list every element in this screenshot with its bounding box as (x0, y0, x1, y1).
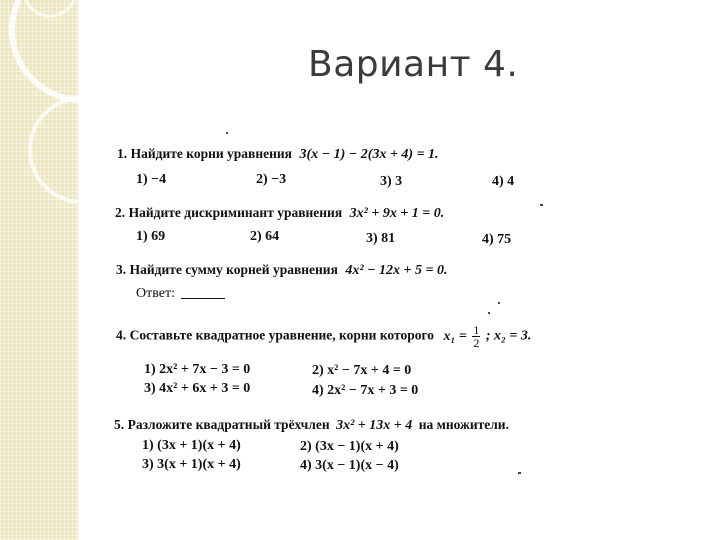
question-4 (116, 324, 531, 349)
question-number: 4. (116, 327, 127, 343)
option: 3) 3(x + 1)(x + 4) (142, 457, 241, 472)
question-equation: 3(x − 1) − 2(3x + 4) = 1. (299, 147, 439, 162)
root-x1: x₁ = (443, 328, 467, 344)
option: 1) −4 (136, 172, 167, 187)
option: 2) x² − 7x + 4 = 0 (312, 363, 412, 378)
option: 3) 81 (366, 231, 396, 246)
scan-speck (540, 204, 543, 206)
root-x2: ; x₂ = 3. (485, 328, 532, 344)
option: 4) 2x² − 7x + 3 = 0 (312, 383, 419, 398)
fraction (472, 324, 480, 349)
option: 1) 2x² + 7x − 3 = 0 (144, 362, 251, 377)
decorative-sidebar (0, 0, 78, 540)
scan-speck (488, 312, 490, 314)
decorative-circles (0, 0, 78, 540)
question-number: 5. (114, 417, 125, 432)
option: 3) 3 (380, 174, 403, 189)
slide-title: Вариант 4. (308, 44, 519, 85)
option: 3) 4x² + 6x + 3 = 0 (144, 381, 251, 396)
option: 4) 3(x − 1)(x − 4) (300, 458, 399, 473)
question-equation: 3x² + 9x + 1 = 0. (349, 206, 445, 221)
question-text-after: на множители. (418, 417, 509, 432)
question-equation: 4x² − 12x + 5 = 0. (345, 263, 448, 278)
answer-label: Ответ: (136, 286, 175, 301)
question-number: 1. (117, 146, 128, 161)
option: 2) (3x − 1)(x + 4) (300, 439, 399, 454)
fraction-denominator: 2 (473, 336, 480, 350)
question-text: Разложите квадратный трёхчлен (127, 417, 330, 432)
question-1 (117, 146, 439, 163)
scan-speck (226, 132, 228, 134)
option: 1) (3x + 1)(x + 4) (142, 438, 241, 453)
question-text: Найдите сумму корней уравнения (129, 262, 338, 277)
question-2 (115, 205, 444, 222)
fraction-numerator: 1 (473, 323, 480, 337)
answer-line (136, 286, 225, 302)
question-expression: 3x² + 13x + 4 (336, 418, 413, 433)
question-5 (114, 417, 509, 434)
option: 2) −3 (256, 172, 287, 187)
question-number: 3. (116, 262, 127, 277)
question-text: Найдите корни уравнения (130, 146, 292, 161)
scan-speck (518, 472, 521, 474)
scan-speck (498, 302, 500, 304)
option: 1) 69 (136, 229, 166, 244)
option: 2) 64 (250, 229, 280, 244)
question-text: Составьте квадратное уравнение, корни которого (129, 327, 434, 343)
question-3 (116, 262, 448, 279)
answer-blank (181, 298, 225, 299)
question-text: Найдите дискриминант уравнения (128, 205, 343, 220)
option: 4) 4 (492, 174, 515, 189)
option: 4) 75 (482, 232, 512, 247)
question-number: 2. (115, 205, 126, 220)
